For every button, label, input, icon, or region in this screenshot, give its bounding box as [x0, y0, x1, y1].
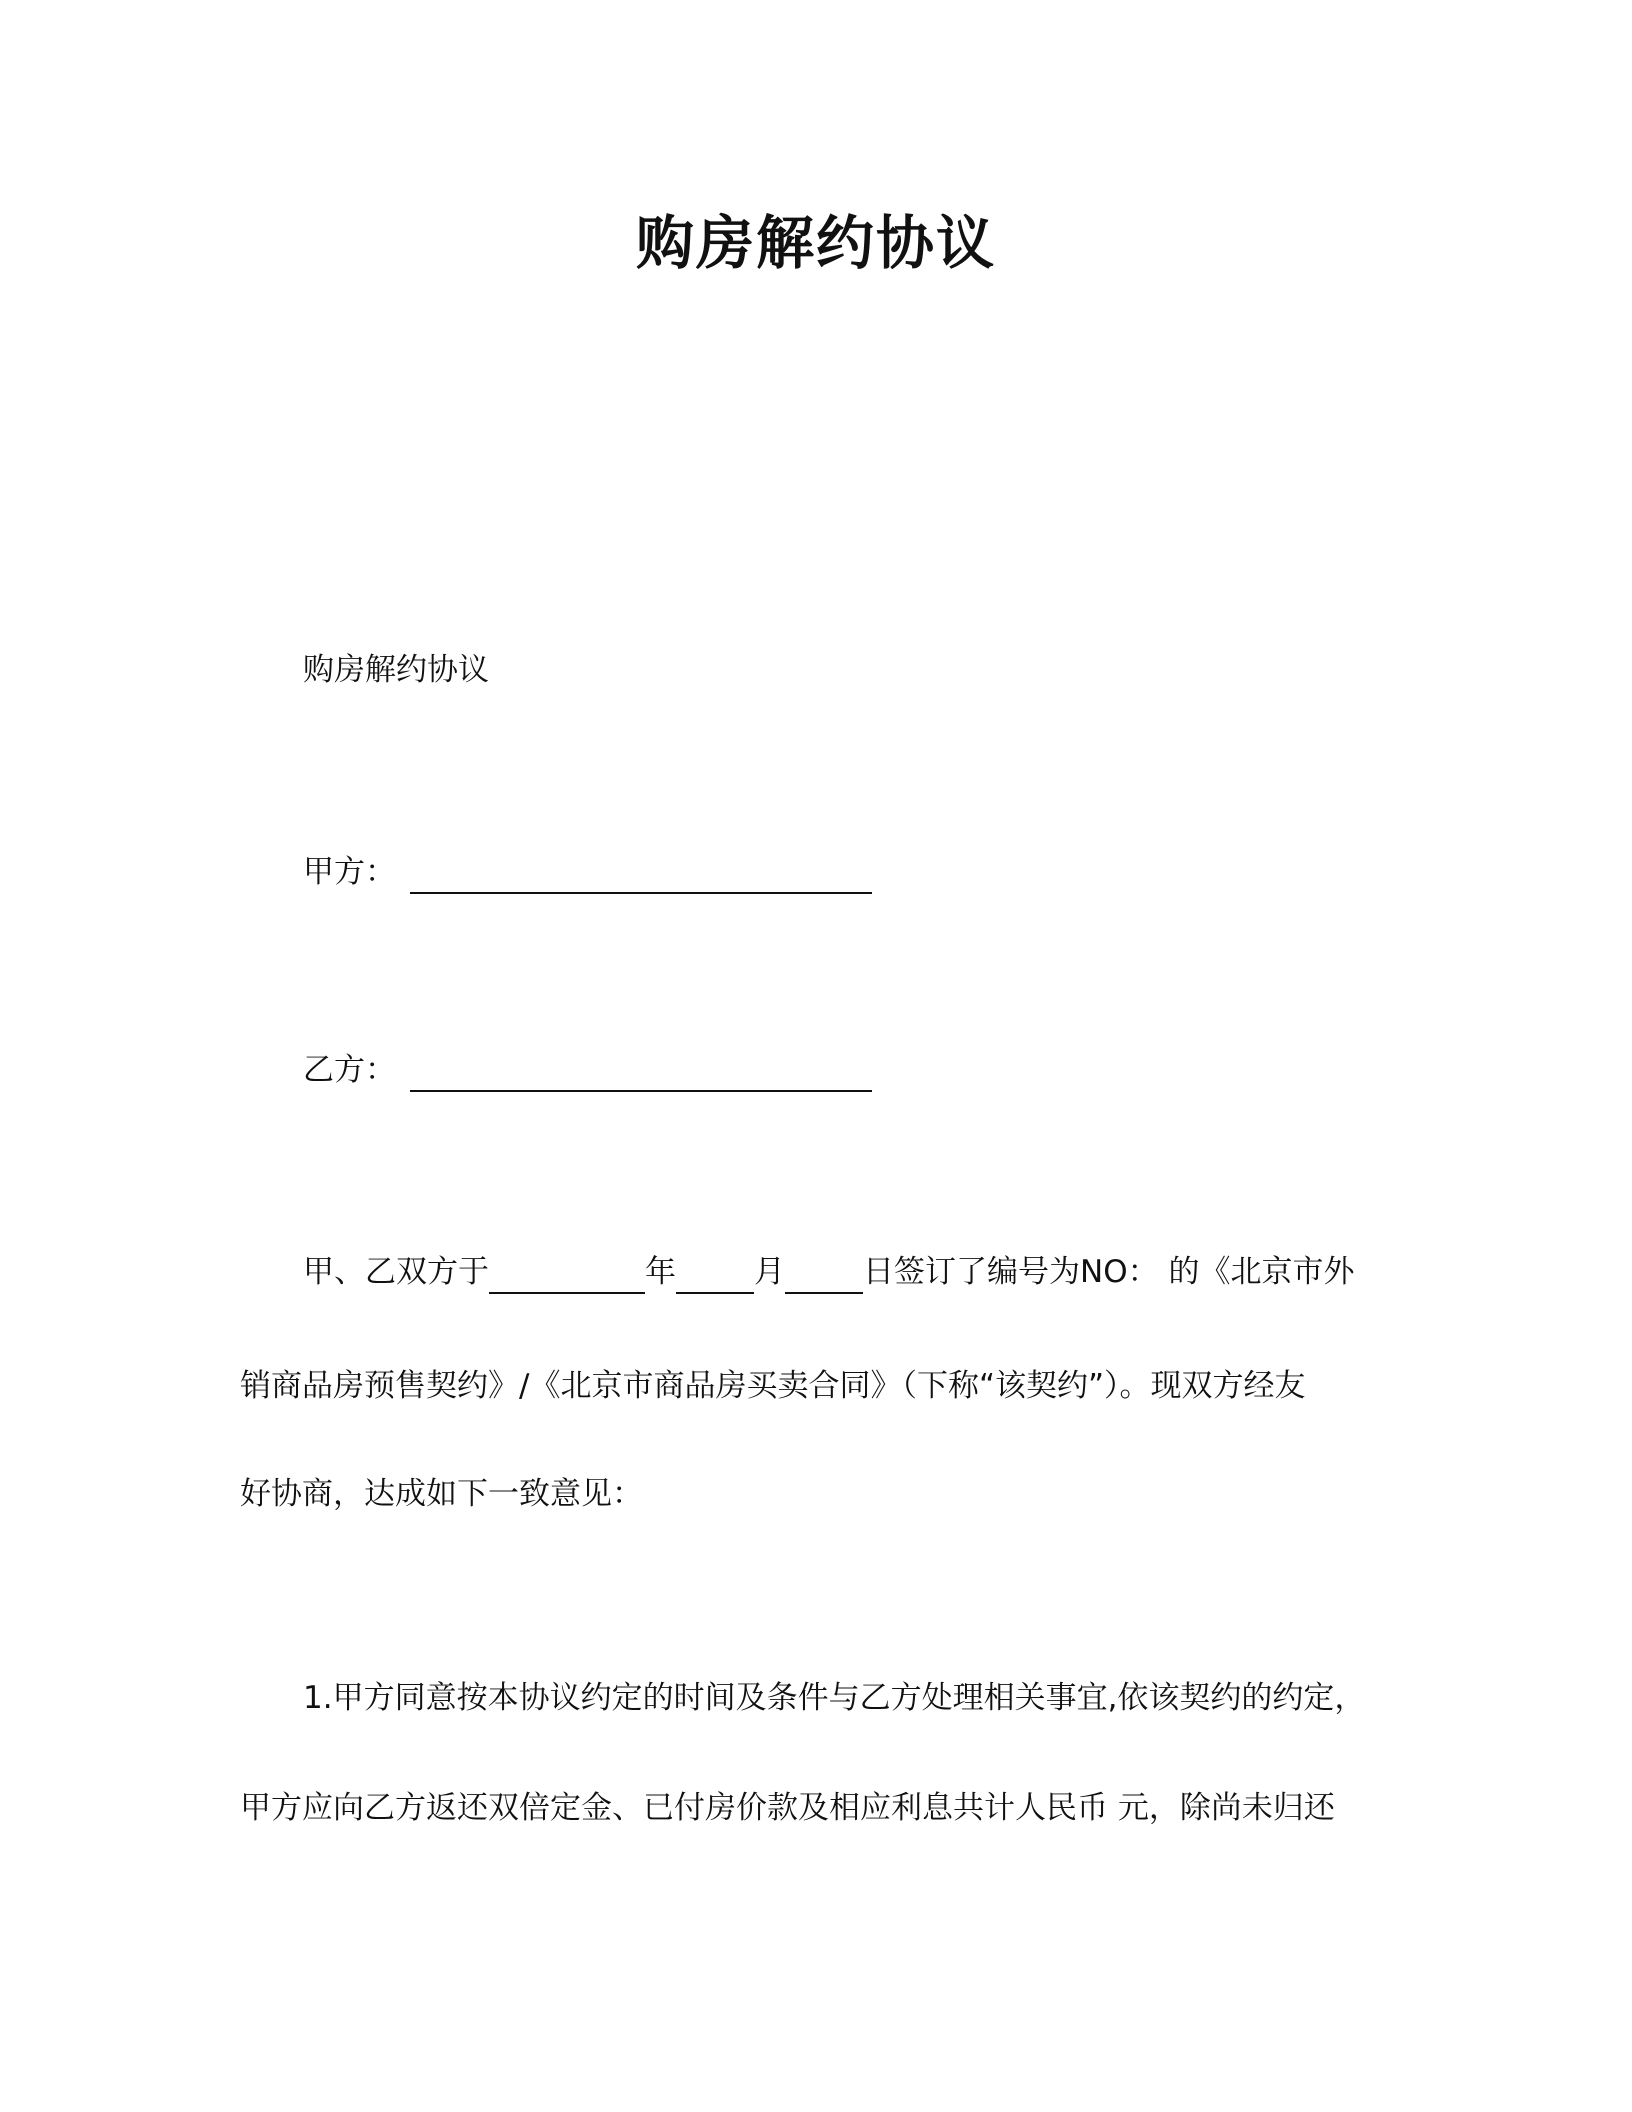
day-blank: [785, 1256, 863, 1294]
document-title: 购房解约协议: [635, 209, 996, 277]
document-subtitle: 购房解约协议: [303, 652, 489, 688]
clause-1-line-2: 甲方应向乙方返还双倍定金、已付房价款及相应利息共计人民币 元，除尚未归还: [240, 1790, 1335, 1826]
intro-line-2: 销商品房预售契约》/《北京市商品房买卖合同》（下称“该契约”）。现双方经友: [240, 1368, 1306, 1404]
year-blank: [489, 1256, 645, 1294]
party-a-label: 甲方：: [303, 854, 396, 890]
party-a-line: [303, 850, 872, 894]
intro-line-1: [303, 1250, 1354, 1294]
party-b-line: [303, 1048, 872, 1092]
party-b-blank: [410, 1054, 872, 1092]
year-label: 年: [645, 1254, 676, 1290]
month-blank: [676, 1256, 754, 1294]
intro-line-3: 好协商，达成如下一致意见：: [240, 1476, 643, 1512]
party-b-label: 乙方：: [303, 1052, 396, 1088]
intro-prefix: 甲、乙双方于: [303, 1254, 489, 1290]
intro-suffix: 日签订了编号为NO： 的《北京市外: [863, 1254, 1355, 1290]
party-a-blank: [410, 856, 872, 894]
month-label: 月: [754, 1254, 785, 1290]
clause-1-line-1: 1.甲方同意按本协议约定的时间及条件与乙方处理相关事宜,依该契约的约定，: [303, 1680, 1366, 1716]
